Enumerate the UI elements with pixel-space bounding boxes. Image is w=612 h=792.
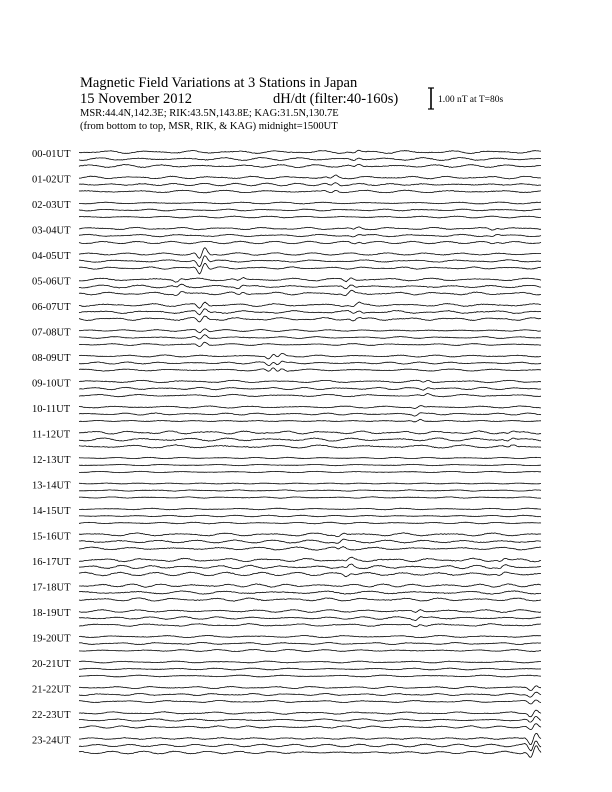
trace-msr [79,746,541,758]
trace-msr [79,316,541,322]
trace-kag [79,227,541,230]
trace-msr [79,624,541,627]
trace-kag [79,584,541,587]
hour-rows [32,149,541,757]
row-label: 08-09UT [32,353,71,364]
row-label: 17-18UT [32,582,71,594]
row-label: 14-15UT [32,506,71,517]
trace-rik [79,361,541,366]
hour-row [32,557,541,577]
trace-msr [79,700,541,704]
hour-row [32,200,541,218]
trace-rik [79,668,541,670]
hour-row [32,532,541,551]
row-label: 11-12UT [32,429,71,441]
trace-kag [79,380,541,383]
row-label: 00-01UT [32,149,71,160]
hour-row [32,353,541,371]
row-label: 10-11UT [32,404,71,415]
trace-msr [79,216,541,218]
scale-bar [428,88,503,109]
row-label: 19-20UT [32,633,71,645]
trace-kag [79,686,541,691]
trace-msr [79,290,541,295]
trace-rik [79,209,541,211]
hour-row [32,175,541,193]
trace-kag [79,202,541,204]
trace-msr [79,190,541,193]
trace-msr [79,241,541,244]
trace-kag [79,406,541,409]
trace-kag [79,431,541,434]
row-label: 01-02UT [32,174,71,186]
trace-msr [79,497,541,498]
row-label: 02-03UT [32,200,71,211]
row-label: 15-16UT [32,531,71,543]
hour-row [32,608,541,627]
hour-row [32,685,541,705]
hour-row [32,379,541,397]
trace-msr [79,547,541,551]
trace-rik [79,413,541,416]
chart-date: 15 November 2012 [80,91,192,107]
hour-row [32,430,541,449]
hour-row [32,634,541,652]
trace-kag [79,302,541,308]
hour-row [32,481,541,499]
trace-rik [79,617,541,621]
trace-rik [79,515,541,517]
row-label: 12-13UT [32,455,71,466]
trace-rik [79,234,541,237]
trace-rik [79,284,541,289]
trace-msr [79,724,541,730]
station-coordinates: MSR:44.4N,142.3E; RIK:43.5N,143.8E; KAG:31.5N,130.7E [80,108,339,119]
row-label: 07-08UT [32,327,71,339]
row-label: 21-22UT [32,684,71,696]
row-label: 20-21UT [32,659,71,670]
trace-msr [79,368,541,371]
trace-msr [79,649,541,651]
trace-kag [79,635,541,637]
hour-row [32,733,541,757]
station-order-note: (from bottom to top, MSR, RIK, & KAG) midnight=1500UT [80,121,338,132]
row-label: 16-17UT [32,557,71,568]
trace-msr [79,164,541,167]
chart-header [80,75,398,132]
hour-row [32,583,541,602]
trace-rik [79,183,541,186]
trace-kag [79,150,541,153]
chart-title: Magnetic Field Variations at 3 Stations in Japan [80,75,358,91]
trace-kag [79,661,541,663]
trace-kag [79,248,541,258]
trace-rik [79,642,541,644]
trace-rik [79,741,541,751]
trace-rik [79,438,541,441]
hour-row [32,659,541,677]
trace-rik [79,591,541,594]
trace-kag [79,733,541,744]
row-label: 03-04UT [32,225,71,237]
trace-rik [79,464,541,465]
trace-kag [79,483,541,484]
row-label: 09-10UT [32,378,71,390]
trace-msr [79,394,541,397]
trace-msr [79,522,541,524]
trace-kag [79,278,541,283]
trace-rik [79,490,541,491]
scale-bar-label: 1.00 nT at T=80s [438,95,504,105]
hour-row [32,506,541,524]
trace-kag [79,329,541,333]
hour-row [32,710,541,730]
trace-rik [79,387,541,390]
row-label: 05-06UT [32,276,71,288]
hour-row [32,455,541,473]
trace-msr [79,419,541,422]
trace-kag [79,508,541,510]
row-label: 04-05UT [32,251,71,262]
hour-row [32,149,541,168]
row-label: 23-24UT [32,735,71,747]
hour-row [32,277,541,296]
row-label: 06-07UT [32,302,71,313]
trace-rik [79,256,541,267]
trace-rik [79,564,541,569]
chart-quantity: dH/dt (filter:40-160s) [273,91,399,107]
trace-msr [79,572,541,577]
hour-row [32,404,541,422]
trace-kag [79,557,541,562]
trace-rik [79,158,541,161]
trace-rik [79,692,541,697]
hour-row [32,302,541,322]
trace-kag [79,353,541,358]
trace-msr [79,342,541,346]
hour-row [32,226,541,244]
trace-msr [79,445,541,448]
trace-kag [79,457,541,458]
row-label: 18-19UT [32,608,71,619]
trace-rik [79,309,541,315]
hour-row [32,248,541,274]
trace-kag [79,610,541,613]
trace-kag [79,175,541,179]
trace-rik [79,716,541,722]
row-label: 22-23UT [32,710,71,721]
trace-rik [79,335,541,339]
trace-msr [79,598,541,601]
hour-row [32,328,541,347]
trace-rik [79,539,541,543]
trace-msr [79,263,541,274]
trace-msr [79,471,541,472]
trace-kag [79,533,541,537]
row-label: 13-14UT [32,480,71,492]
trace-kag [79,710,541,717]
trace-msr [79,675,541,677]
